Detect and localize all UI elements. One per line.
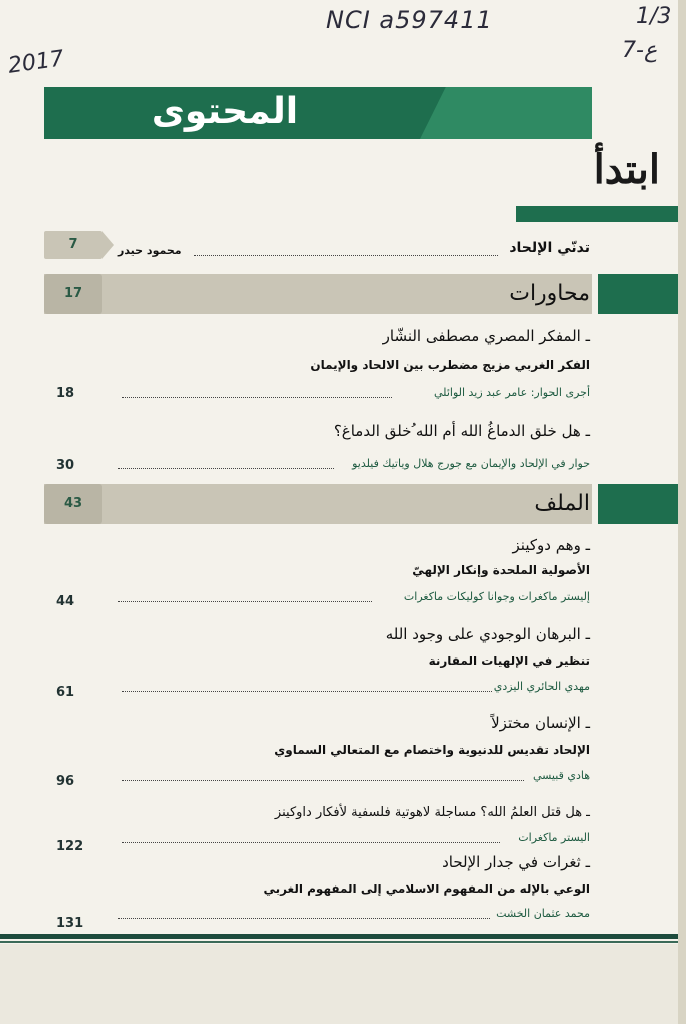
- bottom-rule-thin: [0, 941, 678, 943]
- opening-page-number: 7: [44, 231, 102, 259]
- leader-dots: [122, 691, 492, 692]
- article-page-number: 131: [56, 916, 84, 931]
- section-bar-file: [44, 484, 592, 524]
- article-subtitle: تنظير في الإلهيات المقارنة: [428, 654, 590, 668]
- article-title: ـ البرهان الوجودي على وجود الله: [385, 625, 590, 643]
- article-page-number: 30: [56, 458, 75, 473]
- next-page-edge: [0, 944, 678, 1024]
- title-banner-accent: [420, 87, 592, 139]
- opening-leader-dots: [194, 255, 498, 256]
- article-subtitle: الإلحاد تقديس للدنيوية واختصام مع المتعالي السماوي: [274, 743, 590, 757]
- page-title: المحتوى: [151, 91, 299, 132]
- section-tab-dialogues: [598, 274, 678, 314]
- article-title: ـ الإنسان مختزلاً: [491, 714, 590, 732]
- article-page-number: 61: [56, 685, 75, 700]
- article-author: إليستر ماكغرات وجوانا كوليكات ماكغرات: [403, 590, 590, 603]
- article-title: ـ المفكر المصري مصطفى النشّار: [382, 327, 590, 345]
- handwritten-year: 2017: [6, 46, 66, 79]
- section-title-dialogues: محاورات: [509, 281, 590, 306]
- leader-dots: [122, 842, 500, 843]
- section-title-file: الملف: [534, 491, 590, 516]
- article-title: ـ هل خلق الدماغُ الله أم الله ُخلق الدماغ؟: [333, 422, 590, 440]
- page-spine: [678, 0, 686, 1024]
- bottom-rule: [0, 934, 678, 939]
- article-author: اليستر ماكغرات: [518, 831, 590, 844]
- article-title: ـ هل قتل العلمُ الله؟ مساجلة لاهوتية فلسفية لأفكار داوكينز: [274, 805, 590, 820]
- article-page-number: 44: [56, 594, 75, 609]
- article-subtitle: الأصولية الملحدة وإنكار الإلهيّ: [412, 563, 590, 577]
- article-author: حوار في الإلحاد والإيمان مع جورج هلال وياتيك فيلديو: [352, 457, 590, 470]
- opening-section-logo: ابتدأ: [593, 146, 660, 193]
- leader-dots: [118, 601, 372, 602]
- article-author: أجرى الحوار: عامر عبد زيد الوائلي: [434, 386, 590, 399]
- leader-dots: [122, 397, 392, 398]
- article-page-number: 18: [56, 386, 75, 401]
- leader-dots: [118, 468, 334, 469]
- opening-author: محمود حيدر: [118, 244, 182, 257]
- article-title: ـ ثغرات في جدار الإلحاد: [442, 853, 590, 871]
- article-author: محمد عثمان الخشت: [496, 907, 590, 920]
- leader-dots: [122, 780, 524, 781]
- handwritten-catalog-number: NCI a597411: [326, 6, 493, 34]
- article-title: ـ وهم دوكينز: [512, 536, 590, 554]
- article-author: مهدي الحائري اليزدي: [493, 680, 590, 693]
- section-page-dialogues: 17: [44, 274, 102, 314]
- section-tab-file: [598, 484, 678, 524]
- opening-section-bar: [516, 206, 678, 222]
- handwritten-code: 7-ع: [622, 38, 658, 63]
- article-subtitle: الفكر الغربي مزيج مضطرب بين الالحاد والإيمان: [310, 358, 590, 372]
- section-page-file: 43: [44, 484, 102, 524]
- handwritten-fraction: 1/3: [636, 4, 672, 29]
- article-page-number: 96: [56, 774, 75, 789]
- leader-dots: [118, 918, 490, 919]
- opening-title: تدنّي الإلحاد: [509, 240, 590, 256]
- article-subtitle: الوعي بالإله من المفهوم الاسلامي إلى المفهوم الغربي: [263, 882, 590, 896]
- article-page-number: 122: [56, 839, 84, 854]
- article-author: هادي قبيسي: [532, 769, 590, 782]
